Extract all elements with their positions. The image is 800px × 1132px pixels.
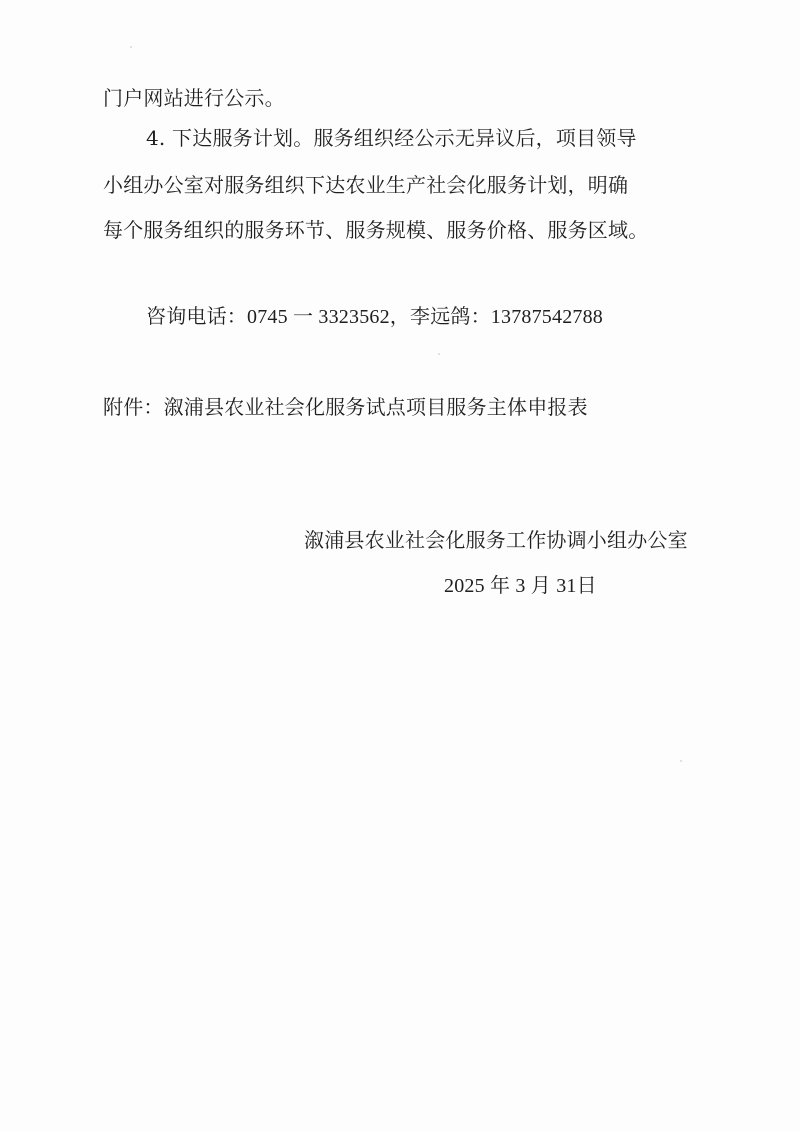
- scan-speck: [680, 760, 682, 762]
- contact-line: 咨询电话：0745 一 3323562，李远鸽：13787542788: [146, 306, 603, 328]
- item4-line3: 每个服务组织的服务环节、服务规模、服务价格、服务区域。: [103, 218, 649, 242]
- signature-office: 溆浦县农业社会化服务工作协调小组办公室: [304, 528, 688, 552]
- paragraph-continuation: 门户网站进行公示。: [103, 86, 285, 110]
- scan-speck: [438, 353, 440, 355]
- scan-speck: [130, 46, 132, 48]
- attachment-line: 附件：溆浦县农业社会化服务试点项目服务主体申报表: [103, 395, 588, 419]
- item4-line1: 4. 下达服务计划。服务组织经公示无异议后，项目领导: [146, 126, 637, 150]
- signature-date: 2025 年 3 月 31日: [444, 575, 597, 597]
- item4-line2: 小组办公室对服务组织下达农业生产社会化服务计划，明确: [103, 173, 629, 197]
